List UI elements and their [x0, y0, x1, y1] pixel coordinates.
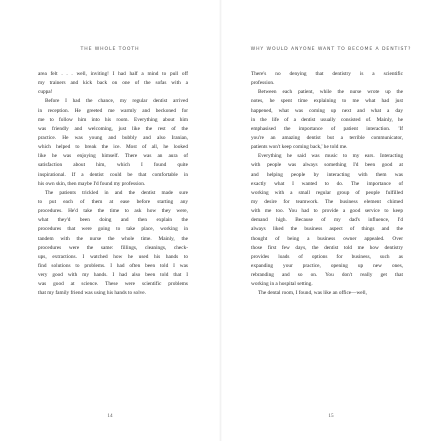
page-number: 14	[107, 413, 113, 419]
left-page	[0, 0, 220, 441]
text-line: procedures were the same: fillings, cleanings, check-	[38, 244, 188, 251]
text-line: provides loads of options for business, such as	[251, 253, 403, 260]
text-line: my desire for teamwork. The business element chimed	[251, 198, 403, 205]
text-line: in the life of a dentist usually consisted of. Mainly, he	[251, 116, 403, 123]
text-line: what they'd been doing and then explain the	[38, 217, 188, 224]
text-line: tandem with the nurse the whole time. Mainly, the	[38, 235, 188, 242]
text-line: find solutions to problems. I had often been told I was	[38, 262, 188, 269]
running-head: WHY WOULD ANYONE WANT TO BECOME A DENTIST?	[250, 47, 412, 52]
text-line: notes, he spent time explaining to me what had just	[251, 98, 403, 105]
text-line: working in a hospital setting.	[251, 281, 313, 288]
text-line: profession.	[251, 80, 275, 87]
text-line: ups, extractions. I watched how he used his hands to	[38, 253, 188, 260]
text-line: that my family friend was using his hands to solve.	[38, 290, 146, 297]
text-line: exactly what I wanted to do. The importance of	[251, 180, 403, 187]
text-line: cuppa!	[38, 89, 53, 96]
running-head: THE WHOLE TOOTH	[80, 47, 140, 52]
text-line: satisfaction about him, which I found quite	[38, 162, 188, 169]
text-line: always liked the business aspect of things and the	[251, 226, 403, 233]
text-line: The dental room, I found, was like an office—well,	[258, 290, 367, 297]
page-number: 15	[328, 413, 334, 419]
text-line: was good at science. These were scientific problems	[38, 281, 188, 288]
text-line: happened, what was coming up next and what a day	[251, 107, 403, 114]
text-line: was friendly and welcoming, just like the rest of the	[38, 125, 188, 132]
text-line: with people was always something I'd been good at	[251, 162, 403, 169]
text-line: you're an amazing dentist but a terrible communicator,	[251, 134, 403, 141]
text-line: practice. He was young and bubbly and also Iranian,	[38, 134, 188, 141]
text-line: which helped to break the ice. Most of all, he looked	[38, 144, 188, 151]
text-line: working with a small regular group of people fulfilled	[251, 189, 403, 196]
text-line: me to follow him into his room. Everything about him	[38, 116, 188, 123]
text-line: very good with my hands. I had also been told that I	[38, 272, 188, 279]
text-line: like he was enjoying himself. There was an aura of	[38, 153, 188, 160]
text-line: demand high. Because of my dad's influence, I'd	[251, 217, 403, 224]
body-text	[251, 70, 403, 299]
text-line: his own skin, then maybe I'd found my profession.	[38, 180, 146, 187]
text-line: expanding your practice, opening up new ones,	[251, 262, 403, 269]
text-line: inspirational. If a dentist could be that comfortable in	[38, 171, 188, 178]
text-line: procedures. He'd take the time to ask how they were,	[38, 208, 188, 215]
text-line: Before I had the chance, my regular dentist arrived	[45, 98, 188, 105]
text-line: procedures that were going to take place, working in	[38, 226, 188, 233]
text-line: area felt . . . well, inviting! I had half a mind to pull off	[38, 71, 188, 77]
text-line: to put each of them at ease before starting any	[38, 198, 188, 205]
text-line: in reception. He greeted me warmly and beckoned for	[38, 107, 188, 114]
text-line: rebranding and so on. You don't really get that	[251, 272, 403, 279]
text-line: Between each patient, while the nurse wrote up the	[258, 89, 403, 96]
text-line: patients won't keep coming back,' he told me.	[251, 144, 348, 151]
text-line: my trainers and kick back on one of the sofas with a	[38, 80, 188, 87]
text-line: thought of being a business owner appealed. Over	[251, 235, 403, 242]
text-line: There's no denying that dentistry is a scientific	[251, 71, 403, 77]
right-page	[221, 0, 441, 441]
text-line: Everything he said was music to my ears. Interacting	[258, 153, 403, 160]
text-line: and helping people by interacting with them was	[251, 171, 403, 178]
text-line: emphasised the importance of patient interaction. 'If	[251, 125, 403, 132]
text-line: The patients trickled in and the dentist made sure	[45, 189, 188, 196]
text-line: with me too. You had to provide a good service to keep	[251, 208, 403, 215]
body-text	[38, 70, 188, 299]
text-line: those first few days, the dentist told me how dentistry	[251, 244, 403, 251]
